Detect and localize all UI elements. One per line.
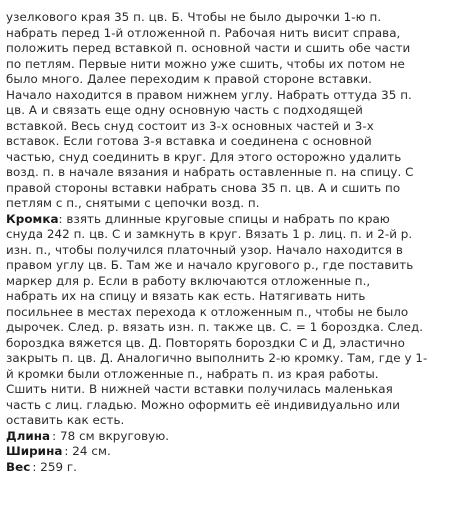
spec-weight bbox=[6, 460, 465, 476]
spec-width-label: Ширина bbox=[6, 444, 63, 458]
spec-weight-label: Вес bbox=[6, 459, 31, 474]
edge-label: Кромка bbox=[6, 211, 59, 226]
spec-length bbox=[6, 429, 465, 445]
spec-length-value: : 78 см вкруговую. bbox=[52, 428, 170, 443]
intro-paragraph: узелкового края 35 п. цв. Б. Чтобы не было дырочки 1-ю п. набрать перед 1-й отложенной п. Рабочая нить висит справа, положить перед вставкой п. основной части и сшить обе части по петлям. Первые нити можно уже сшить, чтобы их потом не было много. Далее переходим к правой стороне вставки. Начало находится в правом нижнем углу. Набрать оттуда 35 п. цв. А и связать еще одну основную часть с подходящей вставкой. Весь снуд состоит из 3-х основных частей и 3-х вставок. Если готова 3-я вставка и соединена с основной частью, снуд соединить в круг. Для этого осторожно удалить возд. п. в начале вязания и набрать оставленные п. на спицу. С правой стороны вставки набрать снова 35 п. цв. А и сшить по петлям с п., снятыми с цепочки возд. п. bbox=[6, 10, 414, 210]
spec-weight-value: : 259 г. bbox=[32, 459, 78, 474]
spec-length-label: Длина bbox=[6, 428, 51, 443]
edge-text: : взять длинные круговые спицы и набрать по краю снуда 242 п. цв. С и замкнуть в круг. Вязать 1 р. лиц. п. и 2-й р. изн. п., чтобы получился платочный узор. Начало находится в правом углу цв. Б. Там же и начало кругового р., где поставить маркер для р. Если в работу включаются отложенные п., набрать их на спицу и вязать как есть. Натягивать нить посильнее в местах перехода к отложенным п., чтобы не было дырочек. След. р. вязать изн. п. также цв. С. = 1 бороздка. След. бороздка вяжется цв. Д. Повторять бороздки С и Д, эластично закрыть п. цв. Д. Аналогично выполнить 2-ю кромку. Там, где у 1- й кромки были отложенные п., набрать п. из края работы. Сшить нити. В нижней части вставки получилась маленькая часть с лиц. гладью. Можно оформить её индивидуально или оставить как есть. bbox=[6, 211, 428, 427]
spec-width-value: : 24 см. bbox=[64, 444, 111, 458]
edge-section bbox=[6, 212, 465, 429]
spec-width bbox=[6, 444, 465, 460]
